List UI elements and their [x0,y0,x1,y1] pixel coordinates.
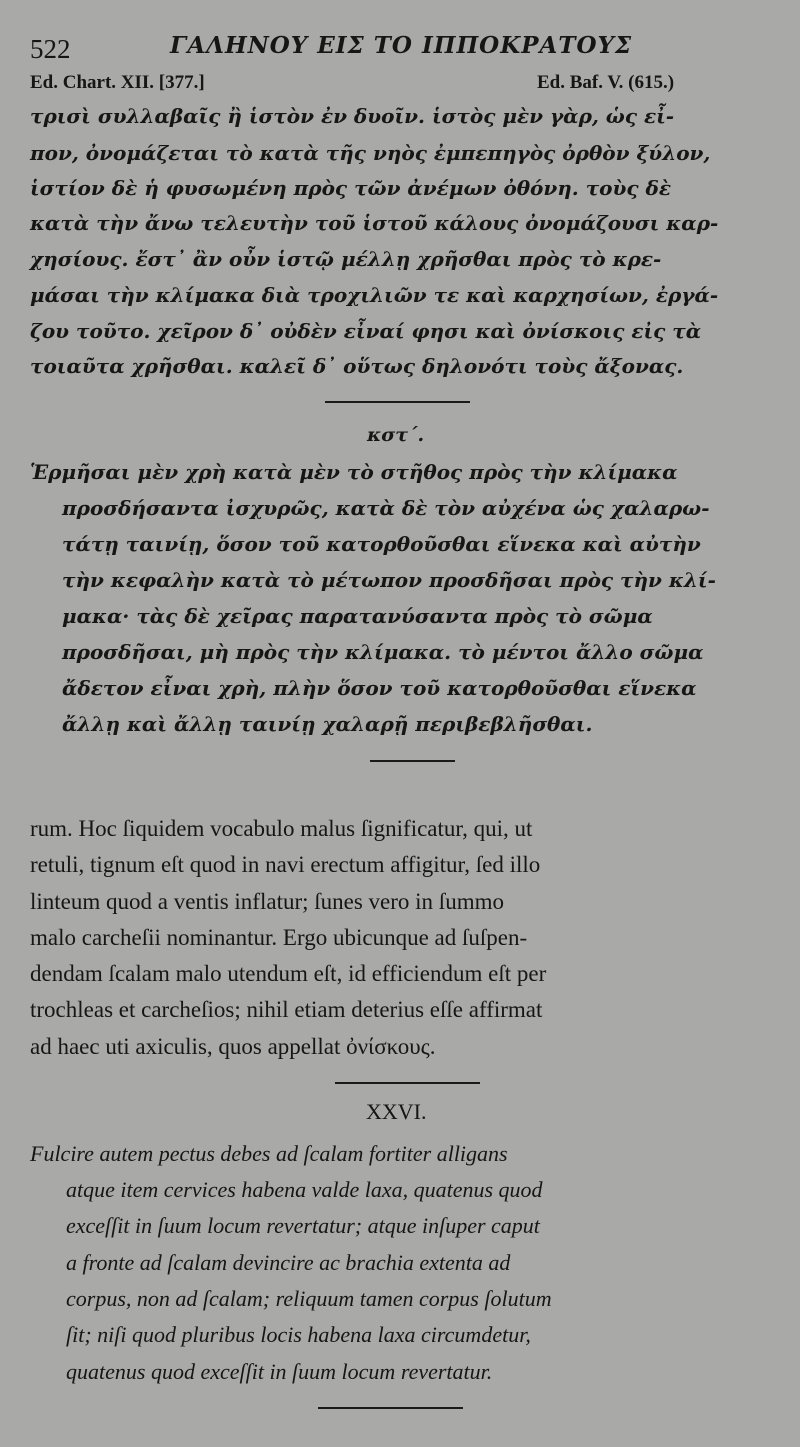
greek-line: προσδήσαντα ἰσχυρῶς, κατὰ δὲ τὸν αὐχένα ὡς χαλαρω- [62,496,710,520]
edition-reference-right: Ed. Baf. V. (615.) [537,72,675,93]
latin-line: corpus, non ad ſcalam; reliquum tamen corpus ſolutum [66,1286,552,1311]
running-title: ΓΑΛΗΝΟΥ ΕΙΣ ΤΟ ΙΠΠΟΚΡΑΤΟΥΣ [170,32,633,59]
greek-line: μακα· τὰς δὲ χεῖρας παρατανύσαντα πρὸς τὸ σῶμα [62,604,653,628]
latin-line: quatenus quod exceſſit in ſuum locum revertatur. [66,1359,493,1384]
latin-line: atque item cervices habena valde laxa, quatenus quod [66,1177,543,1202]
greek-line: προσδῆσαι, μὴ πρὸς τὴν κλίμακα. τὸ μέντοι ἄλλο σῶμα [62,640,704,664]
latin-line: rum. Hoc ſiquidem vocabulo malus ſignificatur, qui, ut [30,816,533,841]
page-number: 522 [30,34,71,64]
latin-line: ſit; niſi quod pluribus locis habena laxa circumdetur, [66,1322,531,1347]
greek-line: τάτῃ ταινίῃ, ὅσον τοῦ κατορθοῦσθαι εἵνεκα καὶ αὐτὴν [62,532,701,556]
greek-line: τρισὶ συλλαβαῖς ἢ ἱστὸν ἐν δυοῖν. ἱστὸς μὲν γὰρ, ὡς εἶ- [30,104,675,128]
greek-line: τοιαῦτα χρῆσθαι. καλεῖ δ᾿ οὕτως δηλονότι τοὺς ἄξονας. [30,354,684,378]
greek-line: ἱστίον δὲ ἡ φυσωμένη πρὸς τῶν ἀνέμων ὀθόνη. τοὺς δὲ [30,176,672,200]
greek-line: κατὰ τὴν ἄνω τελευτὴν τοῦ ἱστοῦ κάλους ὀνομάζουσι καρ- [30,211,719,235]
latin-line: dendam ſcalam malo utendum eſt, id efficiendum eſt per [30,961,547,986]
latin-line: malo carcheſii nominantur. Ergo ubicunque ad ſuſpen- [30,925,528,950]
greek-line: πον, ὀνομάζεται τὸ κατὰ τῆς νηὸς ἐμπεπηγὸς ὀρθὸν ξύλον, [30,141,711,165]
section-divider [370,760,455,762]
latin-line: trochleas et carcheſios; nihil etiam deterius eſſe affirmat [30,997,543,1022]
greek-line: Ἑρμῆσαι μὲν χρὴ κατὰ μὲν τὸ στῆθος πρὸς τὴν κλίμακα [30,460,678,484]
edition-reference-left: Ed. Chart. XII. [377.] [30,72,205,93]
latin-line: Fulcire autem pectus debes ad ſcalam fortiter alligans [30,1141,508,1166]
greek-line: ἄδετον εἶναι χρὴ, πλὴν ὅσον τοῦ κατορθοῦσθαι εἵνεκα [62,676,697,700]
section-divider [335,1082,480,1084]
greek-line: τὴν κεφαλὴν κατὰ τὸ μέτωπον προσδῆσαι πρὸς τὴν κλί- [62,568,716,592]
greek-line: μάσαι τὴν κλίμακα διὰ τροχιλιῶν τε καὶ καρχησίων, ἐργά- [30,283,719,307]
section-divider [325,401,470,403]
greek-line: ἄλλῃ καὶ ἄλλῃ ταινίῃ χαλαρῇ περιβεβλῆσθαι. [62,712,593,736]
latin-line: ad haec uti axiculis, quos appellat ὀνίσκους. [30,1034,436,1059]
latin-section-number: XXVI. [366,1099,427,1124]
latin-line: a fronte ad ſcalam devincire ac brachia extenta ad [66,1250,511,1275]
section-divider [318,1407,463,1409]
latin-line: retuli, tignum eſt quod in navi erectum affigitur, ſed illo [30,852,541,877]
greek-section-number: κστ΄. [367,424,425,446]
greek-line: χησίους. ἔστ᾿ ἂν οὖν ἱστῷ μέλλῃ χρῆσθαι πρὸς τὸ κρε- [30,247,662,271]
latin-line: linteum quod a ventis inflatur; ſunes vero in ſummo [30,889,504,914]
greek-line: ζου τοῦτο. χεῖρον δ᾿ οὐδὲν εἶναί φησι καὶ ὀνίσκοις εἰς τὰ [30,319,702,343]
latin-line: exceſſit in ſuum locum revertatur; atque inſuper caput [66,1213,540,1238]
